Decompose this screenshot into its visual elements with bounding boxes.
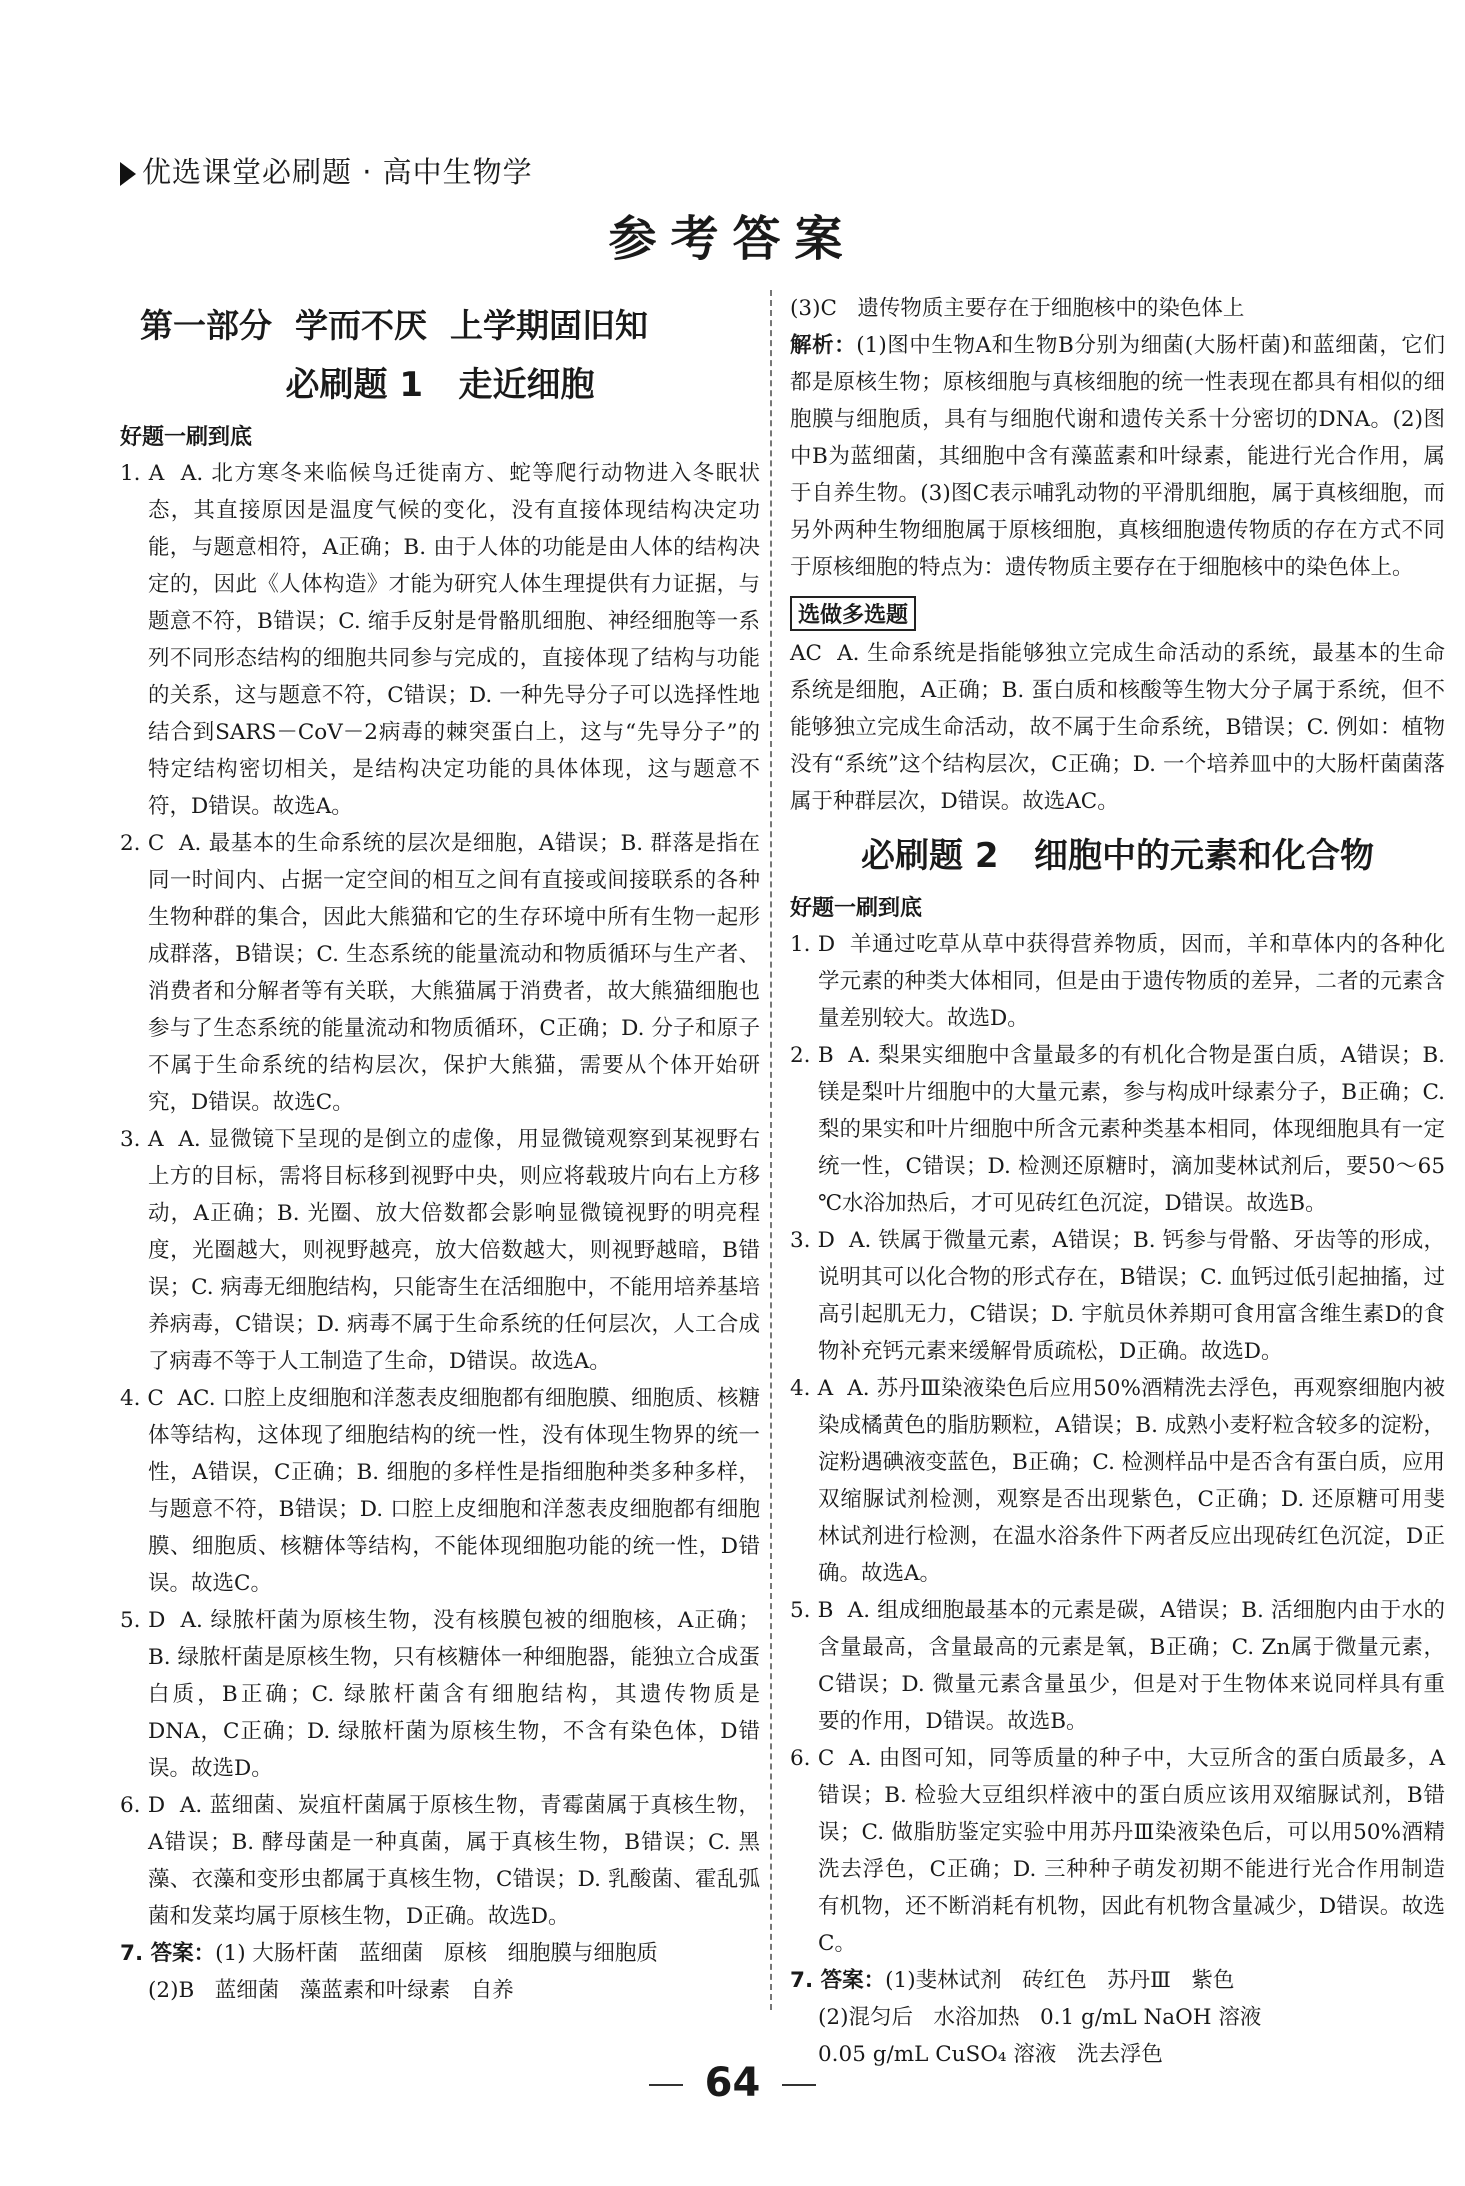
answer-item-2-4: 4. A A. 苏丹Ⅲ染液染色后应用50%酒精洗去浮色，再观察细胞内被染成橘黄色的脂肪颗粒，A错误；B. 成熟小麦籽粒含较多的淀粉，淀粉遇碘液变蓝色，B正确；C. 检测样品中是否含有蛋白质，应用双缩脲试剂检测，观察是否出现紫色，C正确；D. 还原糖可用斐林试剂进行检测，在温水浴条件下两者反应出现砖红色沉淀，D正确。故选A。 bbox=[790, 1376, 1445, 1586]
column-divider bbox=[770, 290, 772, 2010]
multi-choice-answer: AC A. 生命系统是指能够独立完成生命活动的系统，最基本的生命系统是细胞，A正确；B. 蛋白质和核酸等生物大分子属于系统，但不能够独立完成生命活动，故不属于生命系统，B错误；C. 例如：植物没有“系统”这个结构层次，C正确；D. 一个培养皿中的大肠杆菌菌落属于种群层次，D错误。故选AC。 bbox=[790, 641, 1445, 814]
answer-item-2-3: 3. D A. 铁属于微量元素，A错误；B. 钙参与骨骼、牙齿等的形成，说明其可以化合物的形式存在，B错误；C. 血钙过低引起抽搐，过高引起肌无力，C错误；D. 宇航员休养期可食用富含维生素D的食物补充钙元素来缓解骨质疏松，D正确。故选D。 bbox=[790, 1228, 1445, 1364]
answer-item-6: 6. D A. 蓝细菌、炭疽杆菌属于原核生物，青霉菌属于真核生物，A错误；B. 酵母菌是一种真菌，属于真核生物，B错误；C. 黑藻、衣藻和变形虫都属于真核生物，C错误；D. 乳酸菌、霍乱弧菌和发菜均属于原核生物，D正确。故选D。 bbox=[120, 1793, 760, 1929]
left-column bbox=[120, 290, 760, 2009]
dash-right bbox=[782, 2084, 816, 2086]
subsection-title-2: 好题一刷到底 bbox=[790, 896, 923, 921]
answer-continuation: (3)C 遗传物质主要存在于细胞核中的染色体上 bbox=[790, 296, 1245, 321]
answer-item-2-2: 2. B A. 梨果实细胞中含量最多的有机化合物是蛋白质，A错误；B. 镁是梨叶片细胞中的大量元素，参与构成叶绿素分子，B正确；C. 梨的果实和叶片细胞中所含元素种类基本相同，体现细胞具有一定统一性，C错误；D. 检测还原糖时，滴加斐林试剂后，要50～65 ℃水浴加热后，才可见砖红色沉淀，D错误。故选B。 bbox=[790, 1043, 1452, 1216]
answer-label: 7. 答案： bbox=[120, 1941, 216, 1966]
answer-item-2-7 bbox=[790, 1962, 1445, 1999]
section-title-1: 必刷题 1 走近细胞 bbox=[285, 365, 595, 405]
answer-2-7-line-2: (2)混匀后 水浴加热 0.1 g/mL NaOH 溶液 bbox=[818, 2005, 1262, 2030]
triangle-marker-icon bbox=[120, 162, 136, 186]
page-number-value: 64 bbox=[704, 2060, 761, 2106]
analysis-label: 解析： bbox=[790, 333, 857, 358]
analysis-text: (1)图中生物A和生物B分别为细菌(大肠杆菌)和蓝细菌，它们都是原核生物；原核细胞与真核细胞的统一性表现在都具有相似的细胞膜与细胞质，具有与细胞代谢和遗传关系十分密切的DNA。(2)图中B为蓝细菌，其细胞中含有藻蓝素和叶绿素，能进行光合作用，属于自养生物。(3)图C表示哺乳动物的平滑肌细胞，属于真核细胞，而另外两种生物细胞属于原核细胞，真核细胞遗传物质的存在方式不同于原核细胞的特点为：遗传物质主要存在于细胞核中的染色体上。 bbox=[790, 333, 1445, 580]
answer-item-7 bbox=[120, 1935, 760, 1972]
section-title-2: 必刷题 2 细胞中的元素和化合物 bbox=[860, 836, 1374, 876]
answer-item-1: 1. A A. 北方寒冬来临候鸟迁徙南方、蛇等爬行动物进入冬眠状态，其直接原因是温度气候的变化，没有直接体现结构决定功能，与题意相符，A正确；B. 由于人体的功能是由人体的结构决定的，因此《人体构造》才能为研究人体生理提供有力证据，与题意不符，B错误；C. 缩手反射是骨骼肌细胞、神经细胞等一系列不同形态结构的细胞共同参与完成的，直接体现了结构与功能的关系，这与题意不符，C错误；D. 一种先导分子可以选择性地结合到SARS－CoV－2病毒的棘突蛋白上，这与“先导分子”的特定结构密切相关，是结构决定功能的具体体现，这与题意不符，D错误。故选A。 bbox=[120, 461, 760, 819]
dash-left bbox=[649, 2084, 683, 2086]
answer-7-line-1: (1) 大肠杆菌 蓝细菌 原核 细胞膜与细胞质 bbox=[215, 1941, 658, 1966]
answer-item-4: 4. C AC. 口腔上皮细胞和洋葱表皮细胞都有细胞膜、细胞质、核糖体等结构，这体现了细胞结构的统一性，没有体现生物界的统一性，A错误，C正确；B. 细胞的多样性是指细胞种类多种多样，与题意不符，B错误；D. 口腔上皮细胞和洋葱表皮细胞都有细胞膜、细胞质、核糖体等结构，不能体现细胞功能的统一性，D错误。故选C。 bbox=[120, 1386, 760, 1596]
answer-item-3: 3. A A. 显微镜下呈现的是倒立的虚像，用显微镜观察到某视野右上方的目标，需将目标移到视野中央，则应将载玻片向右上方移动，A正确；B. 光圈、放大倍数都会影响显微镜视野的明亮程度，光圈越大，则视野越亮，放大倍数越大，则视野越暗，B错误；C. 病毒无细胞结构，只能寄生在活细胞中，不能用培养基培养病毒，C错误；D. 病毒不属于生命系统的任何层次，人工合成了病毒不等于人工制造了生命，D错误。故选A。 bbox=[120, 1127, 760, 1374]
answer-item-2-6: 6. C A. 由图可知，同等质量的种子中，大豆所含的蛋白质最多，A错误；B. 检验大豆组织样液中的蛋白质应该用双缩脲试剂，B错误；C. 做脂肪鉴定实验中用苏丹Ⅲ染液染色后，可以用50%酒精洗去浮色，C正确；D. 三种种子萌发初期不能进行光合作用制造有机物，还不断消耗有机物，因此有机物含量减少，D错误。故选C。 bbox=[790, 1746, 1445, 1956]
answer-item-2-1: 1. D 羊通过吃草从草中获得营养物质，因而，羊和草体内的各种化学元素的种类大体相同，但是由于遗传物质的差异，二者的元素含量差别较大。故选D。 bbox=[790, 932, 1445, 1031]
answer-item-5: 5. D A. 绿脓杆菌为原核生物，没有核膜包被的细胞核，A正确；B. 绿脓杆菌是原核生物，只有核糖体一种细胞器，能独立合成蛋白质，B正确；C. 绿脓杆菌含有细胞结构，其遗传物质是DNA，C正确；D. 绿脓杆菌为原核生物，不含有染色体，D错误。故选D。 bbox=[120, 1608, 760, 1781]
answer-item-2-5: 5. B A. 组成细胞最基本的元素是碳，A错误；B. 活细胞内由于水的含量最高，含量最高的元素是氧，B正确；C. Zn属于微量元素，C错误；D. 微量元素含量虽少，但是对于生物体来说同样具有重要的作用，D错误。故选B。 bbox=[790, 1598, 1445, 1734]
part-title: 第一部分 学而不厌 上学期固旧知 bbox=[140, 306, 648, 345]
header-label: 优选课堂必刷题 · 高中生物学 bbox=[142, 155, 533, 189]
book-header bbox=[120, 150, 533, 191]
answer-label-2: 7. 答案： bbox=[790, 1968, 886, 1993]
analysis-paragraph bbox=[790, 327, 1445, 586]
page-title: 参考答案 bbox=[608, 211, 857, 267]
right-column bbox=[790, 290, 1452, 2073]
answer-7-line-2: (2)B 蓝细菌 藻蓝素和叶绿素 自养 bbox=[148, 1978, 514, 2003]
answer-2-7-line-3: 0.05 g/mL CuSO₄ 溶液 洗去浮色 bbox=[818, 2042, 1163, 2067]
answer-2-7-line-1: (1)斐林试剂 砖红色 苏丹Ⅲ 紫色 bbox=[885, 1968, 1235, 1993]
subsection-title: 好题一刷到底 bbox=[120, 425, 253, 450]
page-number bbox=[0, 2060, 1465, 2106]
answer-item-2: 2. C A. 最基本的生命系统的层次是细胞，A错误；B. 群落是指在同一时间内、占据一定空间的相互之间有直接或间接联系的各种生物种群的集合，因此大熊猫和它的生存环境中所有生物一起形成群落，B错误；C. 生态系统的能量流动和物质循环与生产者、消费者和分解者等有关联，大熊猫属于消费者，故大熊猫细胞也参与了生态系统的能量流动和物质循环，C正确；D. 分子和原子不属于生命系统的结构层次，保护大熊猫，需要从个体开始研究，D错误。故选C。 bbox=[120, 831, 760, 1115]
multi-choice-title: 选做多选题 bbox=[790, 596, 916, 631]
